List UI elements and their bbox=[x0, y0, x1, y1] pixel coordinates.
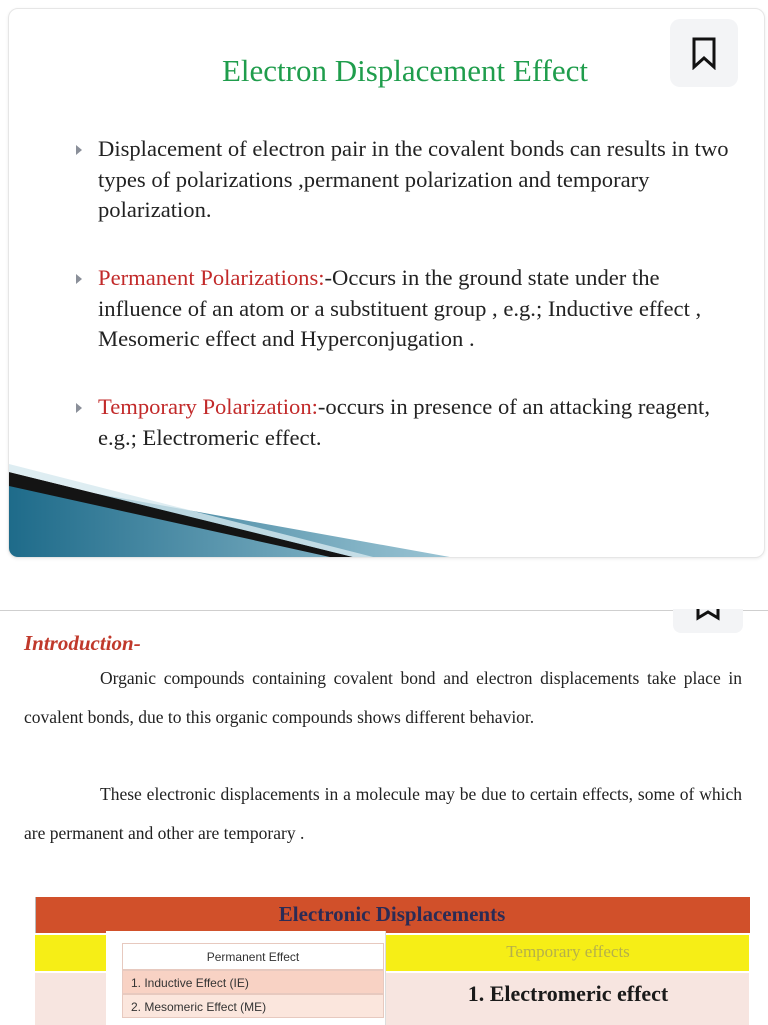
bullet-text: Displacement of electron pair in the covalent bonds can results in two types of polarizations ,permanent polarization and temporary polarization. bbox=[98, 136, 729, 222]
bullet-arrow-icon bbox=[76, 274, 82, 284]
bookmark-button[interactable] bbox=[670, 19, 738, 87]
bullet-item bbox=[98, 134, 748, 226]
table-title: Electronic Displacements bbox=[278, 902, 506, 926]
slide-title: Electron Displacement Effect bbox=[221, 53, 589, 88]
paragraph: Organic compounds containing covalent bond and electron displacements take place in covalent bonds, due to this organic compounds shows different behavior. bbox=[24, 668, 742, 727]
slide-card bbox=[8, 8, 765, 558]
bullet-arrow-icon bbox=[76, 403, 82, 413]
bookmark-icon bbox=[693, 609, 723, 621]
temporary-effects-header: Temporary effects bbox=[506, 942, 630, 961]
bullet-highlight: Permanent Polarizations: bbox=[98, 265, 325, 290]
paragraph: These electronic displacements in a molecule may be due to certain effects, some of which are permanent and other are temporary . bbox=[24, 784, 742, 843]
permanent-effect-header: Permanent Effect bbox=[122, 943, 384, 970]
slide-decoration bbox=[9, 464, 764, 558]
bookmark-button[interactable] bbox=[673, 609, 743, 633]
bullet-highlight: Temporary Polarization: bbox=[98, 394, 318, 419]
table-row: 2. Mesomeric Effect (ME) bbox=[122, 994, 384, 1018]
electromeric-effect-cell: 1. Electromeric effect bbox=[467, 981, 669, 1006]
table-row: 1. Inductive Effect (IE) bbox=[122, 970, 384, 994]
bullet-item bbox=[98, 392, 748, 453]
bullet-arrow-icon bbox=[76, 145, 82, 155]
permanent-effects-table bbox=[106, 931, 386, 1025]
document-page bbox=[0, 610, 768, 1025]
bullet-text: -occurs in presence of an attacking reagent, e.g.; Electromeric effect. bbox=[98, 394, 710, 450]
section-heading: Introduction- bbox=[24, 631, 141, 655]
bookmark-icon bbox=[689, 36, 719, 70]
bullet-text: -Occurs in the ground state under the influence of an atom or a substituent group , e.g.; Inductive effect , Mesomeric effect and Hyperconjugation . bbox=[98, 265, 702, 351]
bullet-item bbox=[98, 263, 748, 355]
